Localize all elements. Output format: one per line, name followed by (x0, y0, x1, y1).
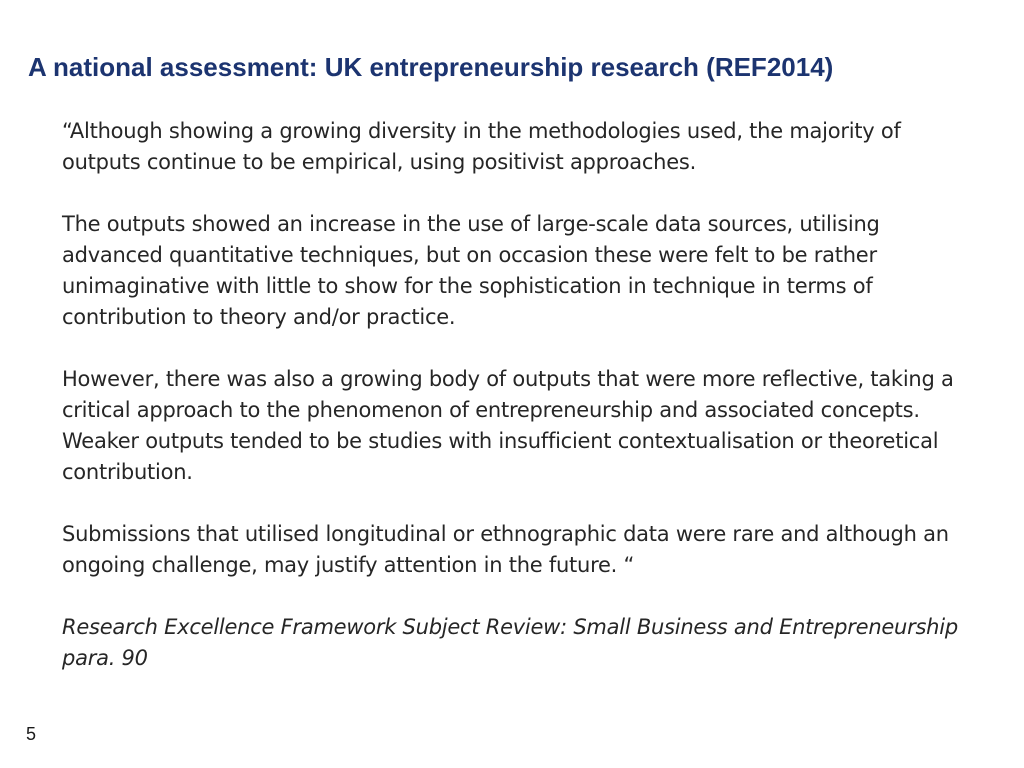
quote-paragraph: The outputs showed an increase in the use of large-scale data sources, utilising advanced quantitative techniques, but on occasion these were felt to be rather unimaginative with little to show for the sophistication in technique in terms of contribution to theory and/or practice. (62, 212, 880, 329)
page-number: 5 (26, 724, 37, 744)
quote-body (62, 116, 972, 674)
citation: Research Excellence Framework Subject Review: Small Business and Entrepreneurship para. 90 (62, 615, 958, 670)
quote-paragraph: However, there was also a growing body of outputs that were more reflective, taking a critical approach to the phenomenon of entrepreneurship and associated concepts. Weaker outputs tended to be studies with insufficient contextualisation or theoretical contribution. (62, 367, 954, 484)
quote-paragraph: Submissions that utilised longitudinal or ethnographic data were rare and although an ongoing challenge, may justify attention in the future. “ (62, 522, 949, 577)
quote-paragraph: “Although showing a growing diversity in the methodologies used, the majority of outputs continue to be empirical, using positivist approaches. (62, 119, 901, 174)
slide-title: A national assessment: UK entrepreneurship research (REF2014) (28, 52, 834, 82)
